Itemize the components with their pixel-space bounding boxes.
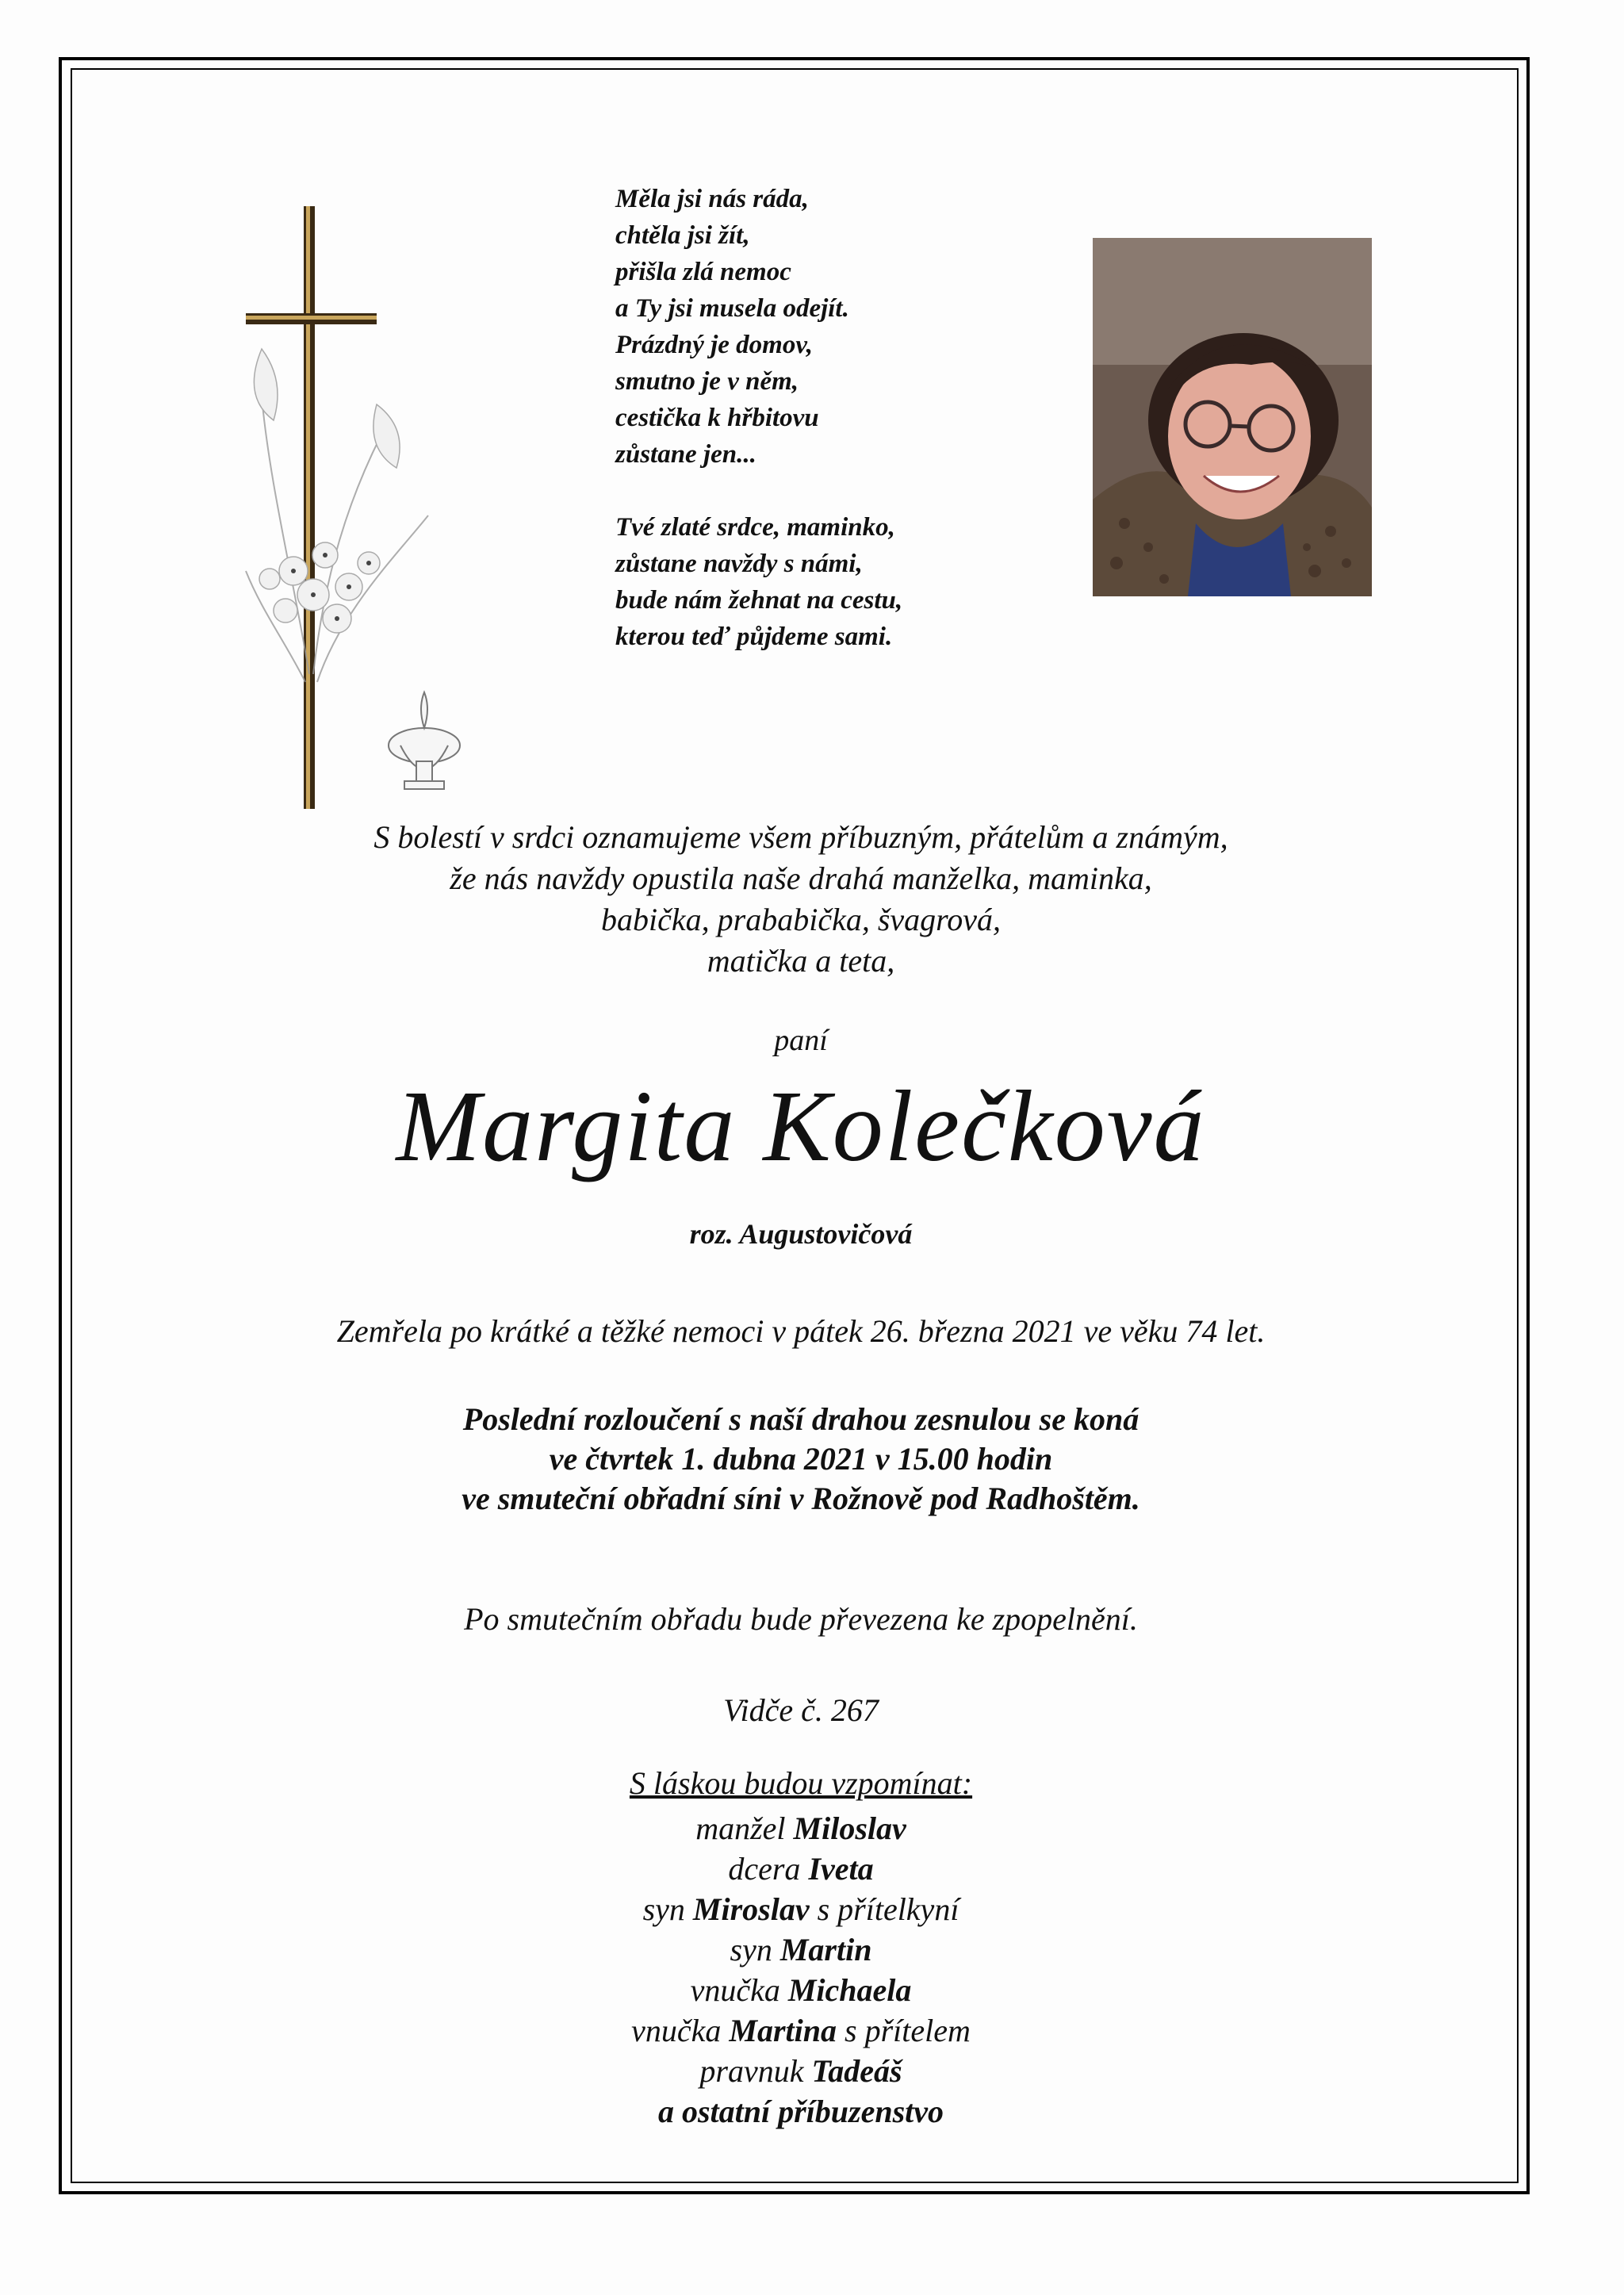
cross-lily-illustration xyxy=(238,198,500,817)
mourner-row: syn Martin xyxy=(730,1932,872,1967)
title-prefix: paní xyxy=(774,1024,828,1057)
mourner-name: Miloslav xyxy=(793,1810,906,1846)
announcement-line: matička a teta, xyxy=(707,943,895,979)
mourner-name: Martina xyxy=(729,2013,837,2048)
mourner-row: vnučka Michaela xyxy=(690,1972,912,2008)
mourner-row xyxy=(119,2091,1483,2132)
mourner-row: syn Miroslav s přítelkyní xyxy=(642,1891,959,1927)
announcement-line: S bolestí v srdci oznamujeme všem příbuzným, přátelům a známým, xyxy=(373,819,1228,855)
mourner-name: Iveta xyxy=(808,1851,874,1887)
mourner-name: a ostatní příbuzenstvo xyxy=(657,2094,944,2129)
poem-line: Měla jsi nás ráda, xyxy=(615,185,809,213)
poem-line: zůstane jen... xyxy=(615,440,756,469)
mourner-row: manžel Miloslav xyxy=(695,1810,906,1846)
poem-line: chtěla jsi žít, xyxy=(615,221,750,250)
farewell-line: Poslední rozloučení s naší drahou zesnulou se koná xyxy=(462,1401,1139,1437)
mourner-name: Michaela xyxy=(787,1972,912,2008)
mourner-row: pravnuk Tadeáš xyxy=(699,2053,902,2089)
announcement xyxy=(119,817,1483,982)
poem-line: Tvé zlaté srdce, maminko, xyxy=(615,513,895,542)
mourner-name: Martin xyxy=(779,1932,872,1967)
mourner-row: vnučka Martina s přítelem xyxy=(631,2013,971,2048)
poem-stanza-1 xyxy=(615,181,1059,473)
poem-stanza-2 xyxy=(615,509,1059,655)
farewell-line: ve čtvrtek 1. dubna 2021 v 15.00 hodin xyxy=(549,1441,1053,1477)
cremation-note: Po smutečním obřadu bude převezena ke zpopelnění. xyxy=(464,1601,1138,1637)
mourner-name: Miroslav xyxy=(692,1891,810,1927)
poem-line: cestička k hřbitovu xyxy=(615,404,819,432)
announcement-line: že nás navždy opustila naše drahá manželka, maminka, xyxy=(450,860,1152,896)
poem-line: smutno je v něm, xyxy=(615,367,799,396)
poem-line: a Ty jsi musela odejít. xyxy=(615,294,849,323)
address: Vidče č. 267 xyxy=(723,1692,879,1728)
poem xyxy=(615,181,1059,692)
mourners-list xyxy=(119,1808,1483,2132)
death-notice: Zemřela po krátké a těžké nemoci v pátek 26. března 2021 ve věku 74 let. xyxy=(336,1313,1266,1349)
portrait-photo xyxy=(1093,238,1372,596)
maiden-name: roz. Augustovičová xyxy=(689,1218,913,1250)
mourners-heading: S láskou budou vzpomínat: xyxy=(629,1765,973,1801)
mourner-row: dcera Iveta xyxy=(728,1851,874,1887)
mourner-name: Tadeáš xyxy=(811,2053,902,2089)
poem-line: bude nám žehnat na cestu, xyxy=(615,586,903,615)
deceased-name: Margita Kolečková xyxy=(396,1070,1206,1182)
poem-line: kterou teď půjdeme sami. xyxy=(615,623,893,651)
poem-line: přišla zlá nemoc xyxy=(615,258,791,286)
farewell-line: ve smuteční obřadní síni v Rožnově pod Radhoštěm. xyxy=(462,1481,1140,1516)
farewell-details xyxy=(119,1400,1483,1519)
announcement-line: babička, prababička, švagrová, xyxy=(601,902,1001,937)
poem-line: Prázdný je domov, xyxy=(615,331,813,359)
poem-line: zůstane navždy s námi, xyxy=(615,550,863,578)
